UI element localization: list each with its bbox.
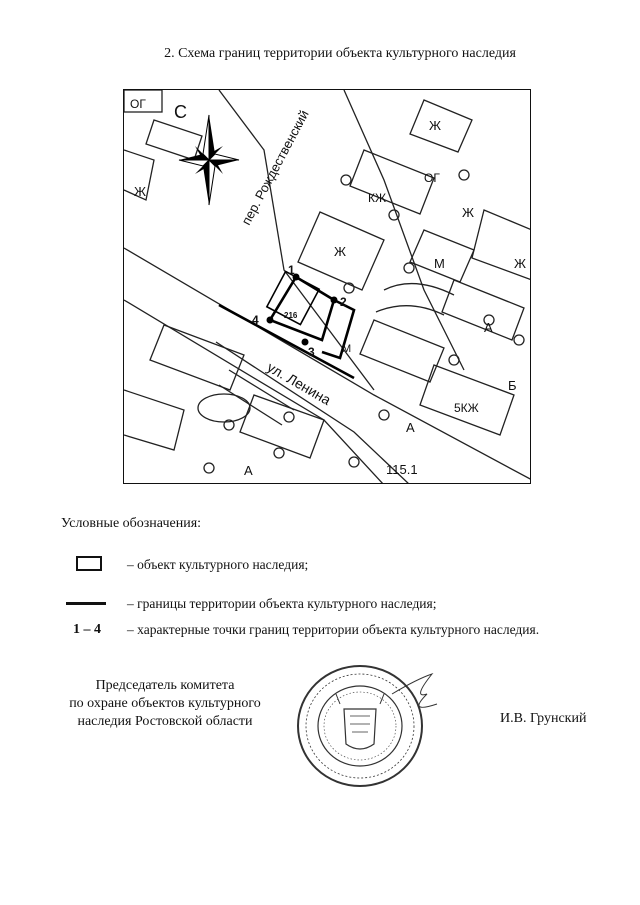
legend-text-points: – характерные точки границ территории объекта культурного наследия. bbox=[127, 622, 540, 637]
point-label-2: 2 bbox=[340, 295, 347, 309]
block-bottom-left bbox=[124, 390, 184, 450]
signature-position bbox=[60, 677, 270, 731]
legend-rect-symbol bbox=[76, 556, 102, 571]
legend-title: Условные обозначения: bbox=[61, 516, 202, 531]
label-og1: ОГ bbox=[130, 97, 146, 111]
boundary-point-4 bbox=[267, 317, 274, 324]
point-label-1: 1 bbox=[288, 263, 295, 277]
lane-label: пер. Рождественский bbox=[238, 107, 312, 228]
legend-text-object: – объект культурного наследия; bbox=[127, 557, 309, 572]
compass-rose bbox=[179, 115, 239, 205]
road-curve-2 bbox=[376, 306, 444, 315]
signer-name: И.В. Грунский bbox=[500, 711, 587, 726]
map-drawing bbox=[124, 90, 531, 484]
boundary-point-2 bbox=[331, 297, 338, 304]
block-south-1 bbox=[150, 325, 244, 390]
legend-line-symbol bbox=[66, 602, 106, 605]
position-line-3: наследия Ростовской области bbox=[77, 714, 253, 729]
label-a1: А bbox=[406, 420, 415, 435]
site-map bbox=[123, 89, 531, 484]
legend-text-boundary: – границы территории объекта культурного наследия; bbox=[127, 596, 437, 611]
label-zh-left: Ж bbox=[134, 184, 147, 199]
label-zh-top: Ж bbox=[429, 118, 442, 133]
label-kzh: КЖ bbox=[368, 191, 387, 205]
official-seal bbox=[292, 654, 442, 794]
label-zh-right: Ж bbox=[462, 205, 475, 220]
object-label: 216 bbox=[284, 311, 298, 320]
position-line-2: по охране объектов культурного bbox=[69, 696, 261, 711]
label-a3: А bbox=[484, 320, 493, 335]
road-curve bbox=[384, 284, 454, 295]
north-label: С bbox=[174, 102, 187, 122]
block-a bbox=[442, 280, 524, 340]
label-og2: ОГ bbox=[424, 171, 440, 185]
block-5kzh bbox=[420, 365, 514, 435]
block-kzh bbox=[350, 150, 434, 214]
point-label-4: 4 bbox=[252, 313, 259, 327]
label-zh-near: Ж bbox=[334, 244, 347, 259]
elevation-ellipse bbox=[198, 394, 250, 422]
territory-boundary bbox=[270, 277, 334, 340]
arrow-line-2 bbox=[219, 385, 282, 425]
label-zh-far: Ж bbox=[514, 256, 527, 271]
street-label: ул. Ленина bbox=[264, 358, 334, 408]
position-line-1: Председатель комитета bbox=[95, 678, 235, 693]
block-top-left bbox=[146, 120, 202, 160]
point-label-3: 3 bbox=[308, 345, 315, 359]
label-b: Б bbox=[508, 378, 517, 393]
label-a2: А bbox=[244, 463, 253, 478]
label-5kzh: 5КЖ bbox=[454, 401, 479, 415]
label-m2: М bbox=[342, 343, 352, 355]
legend-points-symbol: 1 – 4 bbox=[73, 622, 101, 637]
document-title: 2. Схема границ территории объекта культурного наследия bbox=[164, 46, 516, 61]
elevation-label: 115.1 bbox=[386, 462, 418, 477]
label-m1: М bbox=[434, 256, 445, 271]
